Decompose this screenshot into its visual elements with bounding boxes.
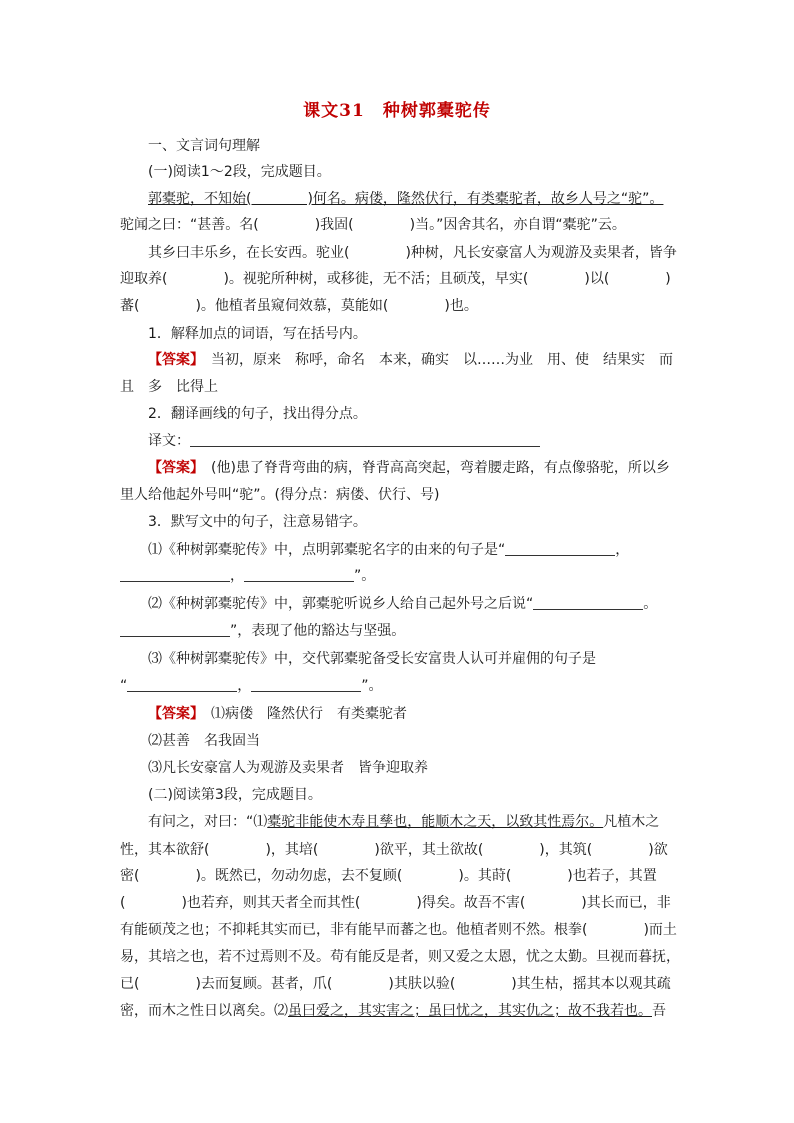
fill-tail: ”，表现了他的豁达与坚强。 xyxy=(230,623,406,639)
passage-text: 密，而木之性日以离矣。⑵ xyxy=(120,1003,288,1019)
passage-line: 已( )去而复顾。甚者，爪( )其肤以验( )其生枯，摇其本以观其疏 xyxy=(120,976,671,992)
answer-line xyxy=(148,350,673,370)
page-title: 课文31 种树郭橐驼传 xyxy=(303,101,491,121)
answer-line: ⑵甚善 名我固当 xyxy=(148,733,260,749)
answer-label: 【答案】 xyxy=(148,460,197,476)
question-3: 3．默写文中的句子，注意易错字。 xyxy=(148,514,367,530)
translation-label: 译文： xyxy=(148,433,190,449)
fill-line xyxy=(120,566,375,586)
underlined-sentence: 橐驼非能使木寿且孳也，能顺木之天，以致其性焉尔。 xyxy=(267,814,604,830)
answer-label: 【答案】 xyxy=(148,706,197,722)
passage-line: 其乡曰丰乐乡，在长安西。驼业( )种树，凡长安豪富人为观游及卖果者，皆争 xyxy=(148,245,677,261)
passage-line: 性，其本欲舒( )，其培( )欲平，其土欲故( )，其筑( )欲 xyxy=(120,842,668,858)
fill-punct: 。 xyxy=(643,596,658,612)
passage-line xyxy=(148,812,659,832)
answer-text: (他)患了脊背弯曲的病，脊背高高突起，弯着腰走路，有点像骆驼，所以乡 xyxy=(197,460,670,476)
answer-line: 且 多 比得上 xyxy=(120,379,218,395)
fill-punct: “ xyxy=(120,678,128,694)
fill-blank[interactable] xyxy=(120,622,230,637)
fill-line xyxy=(148,594,657,614)
passage-line: ( )也若弃，则其天者全而其性( )得矣。故吾不害( )其长而已，非 xyxy=(120,895,671,911)
subsection-heading: (二)阅读第3段，完成题目。 xyxy=(148,787,322,803)
answer-text: ⑴病偻 隆然伏行 有类橐驼者 xyxy=(197,706,407,722)
passage-text: 凡植木之 xyxy=(603,814,660,830)
fill-punct: ， xyxy=(230,568,244,584)
fill-blank[interactable] xyxy=(251,677,361,692)
fill-punct: ”。 xyxy=(361,678,383,694)
answer-text: 当初，原来 称呼，命名 本来，确实 以……为业 用、使 结果实 而 xyxy=(197,352,673,368)
question-2: 2．翻译画线的句子，找出得分点。 xyxy=(148,406,367,422)
fill-punct: ”。 xyxy=(354,568,376,584)
fill-line xyxy=(120,621,405,641)
fill-punct: ， xyxy=(615,542,630,558)
subsection-heading: (一)阅读1～2段，完成题目。 xyxy=(148,164,331,180)
passage-line: 易，其培之也，若不过焉则不及。苟有能反是者，则又爱之太恩，忧之太勤。旦视而暮抚， xyxy=(120,949,680,965)
fill-line xyxy=(148,540,629,560)
answer-line: 里人给他起外号叫“驼”。(得分点：病偻、伏行、号) xyxy=(120,487,440,503)
answer-line xyxy=(148,704,407,724)
answer-line xyxy=(148,458,670,478)
fill-blank[interactable] xyxy=(120,567,230,582)
passage-line xyxy=(120,1001,666,1021)
translation-line xyxy=(148,431,540,451)
fill-blank[interactable] xyxy=(505,541,615,556)
passage-line: 蕃( )。他植者虽窥伺效慕，莫能如( )也。 xyxy=(120,298,478,314)
section-heading: 一、文言词句理解 xyxy=(148,138,260,154)
answer-line: ⑶凡长安豪富人为观游及卖果者 皆争迎取养 xyxy=(148,760,428,776)
passage-text: 郭橐驼，不知始( )何名。病偻，隆然伏行，有类橐驼者，故乡人号之“驼”。 xyxy=(148,191,664,207)
answer-label: 【答案】 xyxy=(148,352,197,368)
fill-punct: ， xyxy=(237,678,252,694)
fill-blank[interactable] xyxy=(533,595,643,610)
passage-line: 迎取养( )。视驼所种树，或移徙，无不活；且硕茂，早实( )以( ) xyxy=(120,271,671,287)
fill-line: ⑶《种树郭橐驼传》中，交代郭橐驼备受长安富贵人认可并雇佣的句子是 xyxy=(148,651,596,667)
passage-text: 吾 xyxy=(652,1003,666,1019)
question-1: 1．解释加点的词语，写在括号内。 xyxy=(148,326,367,342)
passage-line: 驼闻之曰：“甚善。名( )我固( )当。”因舍其名，亦自谓“橐驼”云。 xyxy=(120,217,626,233)
passage-line xyxy=(148,189,663,209)
underlined-sentence: 虽曰爱之，其实害之；虽曰忧之，其实仇之；故不我若也。 xyxy=(288,1003,652,1019)
fill-prompt: ⑵《种树郭橐驼传》中，郭橐驼听说乡人给自己起外号之后说“ xyxy=(148,596,534,612)
fill-blank[interactable] xyxy=(244,567,354,582)
fill-blank[interactable] xyxy=(127,677,237,692)
passage-line: 有能硕茂之也；不抑耗其实而已，非有能早而蕃之也。他植者则不然。根拳( )而土 xyxy=(120,922,677,938)
passage-text: 有问之，对曰：“⑴ xyxy=(148,814,268,830)
translation-blank[interactable] xyxy=(190,432,540,447)
fill-prompt: ⑴《种树郭橐驼传》中，点明郭橐驼名字的由来的句子是“ xyxy=(148,542,506,558)
fill-line xyxy=(120,676,383,696)
passage-line: 密( )。既然已，勿动勿虑，去不复顾( )。其莳( )也若子，其置 xyxy=(120,868,657,884)
